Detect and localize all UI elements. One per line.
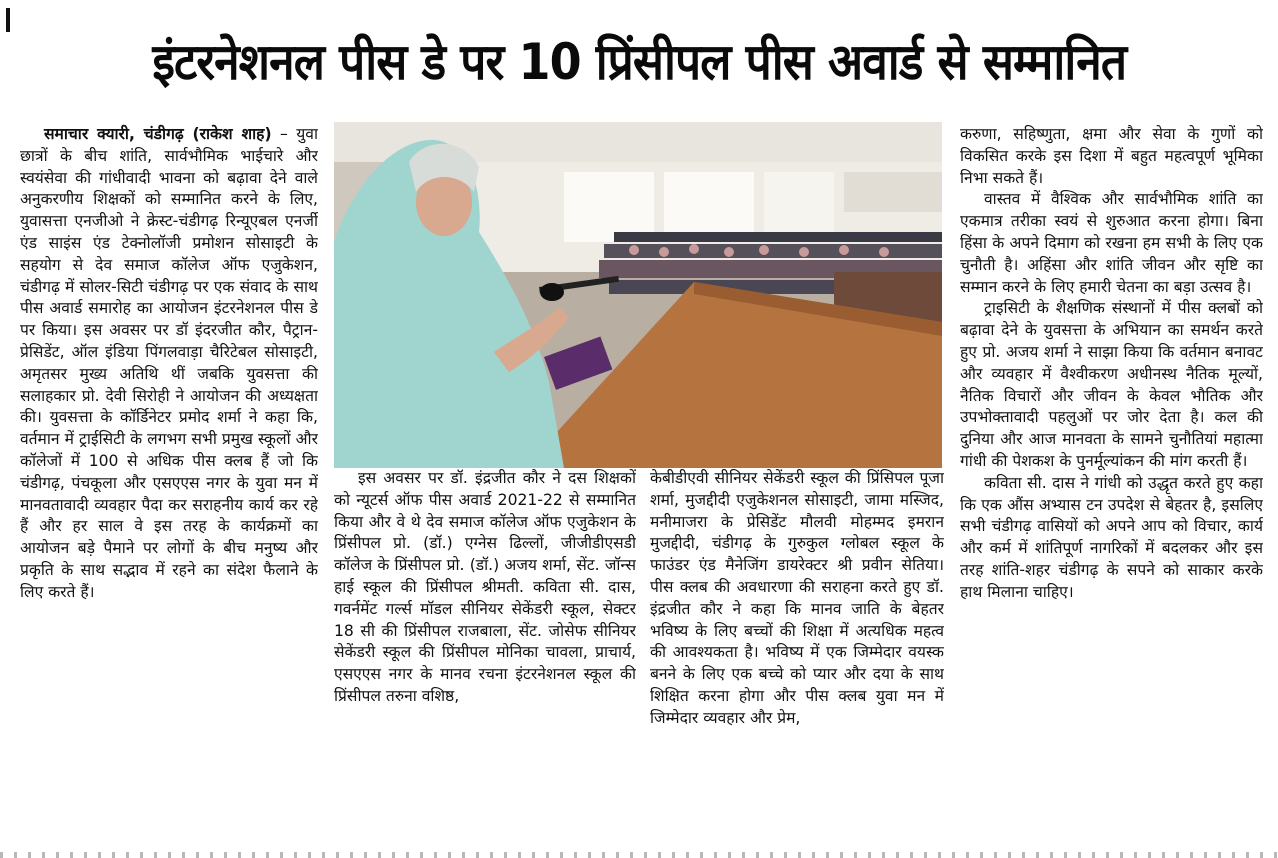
event-photo-icon: [334, 122, 942, 468]
article-paragraph: करुणा, सहिष्णुता, क्षमा और सेवा के गुणों को विकसित करके इस दिशा में बहुत महत्वपूर्ण भूमिका निभा सकते हैं।: [960, 125, 1263, 187]
article-paragraph: [20, 124, 318, 604]
article-paragraph: ट्राइसिटी के शैक्षणिक संस्थानों में पीस क्लबों को बढ़ावा देने के युवसत्ता के अभियान का समर्थन करते हुए प्रो. अजय शर्मा ने साझा किया कि वर्तमान बनावट और व्यवहार में वैश्वीकरण अधीनस्थ नैतिक मूल्यों, नैतिक विचारों और जीवन के केवल भौतिक और उपभोक्तावादी पहलुओं पर जोर देता है। कल की दुनिया और आज मानवता के सामने चुनौतियां महात्मा गांधी की पेशकश के पुनर्मूल्यांकन की मांग करती हैं।: [960, 299, 1263, 470]
article-paragraph: इस अवसर पर डॉ. इंद्रजीत कौर ने दस शिक्षकों को न्यूटर्स ऑफ पीस अवार्ड 2021-22 से सम्मानित किया और वे थे देव समाज कॉलेज ऑफ एजुकेशन के प्रिंसीपल प्रो. (डॉ.) एग्नेस ढिल्लों, जीजीडीएसडी कॉलेज के प्रिंसीपल प्रो. (डॉ.) अजय शर्मा, सेंट. जॉन्स हाई स्कूल की प्रिंसीपल श्रीमती. कविता सी. दास, गवर्नमेंट गर्ल्स मॉडल सीनियर सेकेंडरी स्कूल, सेक्टर 18 सी की प्रिंसीपल राजबाला, सेंट. जोसेफ सीनियर सेकेंडरी स्कूल की प्रिंसीपल मोनिका चावला, प्राचार्य, एसएएस नगर के मानव रचना इंटरनेशनल स्कूल की प्रिंसीपल तरुना वशिष्ठ,: [334, 469, 636, 705]
headline-container: [0, 0, 1278, 120]
article-paragraph: कविता सी. दास ने गांधी को उद्धृत करते हुए कहा कि एक औंस अभ्यास टन उपदेश से बेहतर है, इसलिए सभी चंडीगढ़ वासियों को अपने आप को विचार, कार्य और कर्म में शांतिपूर्ण नागरिकों में बदलकर और इस तरह शांति-शहर चंडीगढ़ के सपने को साकार करके हाथ मिलाना चाहिए।: [960, 473, 1263, 601]
event-photo: [334, 122, 942, 468]
lead-text: – युवा छात्रों के बीच शांति, सार्वभौमिक भाईचारे और स्वयंसेवा की गांधीवादी भावना को बढ़ावा देने वाले अनुकरणीय शिक्षकों को सम्मानित करने के लिए, युवासत्ता एनजीओ ने क्रेस्ट-चंडीगढ़ रिन्यूएबल एनर्जी एंड साइंस एंड टेक्नोलॉजी प्रमोशन सोसाइटी के सहयोग से देव समाज कॉलेज ऑफ एजुकेशन, चंडीगढ़ में सोलर-सिटी चंडीगढ़ पर एक संवाद के साथ पीस अवार्ड समारोह का आयोजन इंटरनेशनल पीस डे पर किया। इस अवसर पर डॉ इंदरजीत कौर, पैट्रान-प्रेसिडेंट, ऑल इंडिया पिंगलवाड़ा चैरिटेबल सोसाइटी, अमृतसर मुख्य अतिथि थीं जबकि युवसत्ता की सलाहकार प्रो. देवी सिरोही ने आयोजन की अध्यक्षता की। युवसत्ता के कॉर्डिनेटर प्रमोद शर्मा ने कहा कि, वर्तमान में ट्राईसिटी के लगभग सभी प्रमुख स्कूलों और कॉलेजों में 100 से अधिक पीस क्लब हैं जो कि चंडीगढ़, पंचकूला और एसएएस नगर के युवा मन में मानवतावादी व्यवहार पैदा कर सराहनीय कार्य कर रहे हैं और हर साल वे इस तरह के कार्यक्रमों का आयोजन बड़े पैमाने पर लोगों के बीच मनुष्य और प्रकृति के साथ सद्भाव में रहने का संदेश फैलाने के लिए करते हैं।: [20, 125, 318, 601]
headline: इंटरनेशनल पीस डे पर 10 प्रिंसीपल पीस अवार्ड से सम्मानित: [152, 33, 1126, 91]
byline: समाचार क्यारी, चंडीगढ़ (राकेश शाह): [44, 125, 272, 143]
article-column-3: [650, 468, 944, 850]
next-article-edge: [0, 852, 1278, 858]
article-paragraph: वास्तव में वैश्विक और सार्वभौमिक शांति का एकमात्र तरीका स्वयं से शुरुआत करना होगा। बिना हिंसा के अपने दिमाग को रखना हम सभी के लिए एक चुनौती है। अहिंसा और शांति जीवन और सृष्टि का सम्मान करने के लिए हमारी चेतना का बड़ा उत्सव है।: [960, 190, 1263, 296]
article-paragraph: केबीडीएवी सीनियर सेकेंडरी स्कूल की प्रिंसिपल पूजा शर्मा, मुजद्दीदी एजुकेशनल सोसाइटी, जामा मस्जिद, मनीमाजरा के प्रेसिडेंट मौलवी मोहम्मद इमरान मुजद्दीदी, चंडीगढ़ के गुरुकुल ग्लोबल स्कूल के फाउंडर एंड मैनेजिंग डायरेक्टर श्री प्रवीन सेतिया। पीस क्लब की अवधारणा की सराहना करते हुए डॉ. इंद्रजीत कौर ने कहा कि मानव जाति के बेहतर भविष्य के लिए बच्चों की शिक्षा में अत्यधिक महत्व की आवश्यकता है। भविष्य में एक जिम्मेदार वयस्क बनने के लिए एक बच्चे को प्यार और दया के साथ शिक्षित करना होगा और पीस क्लब युवा मन में जिम्मेदार व्यवहार और प्रेम,: [650, 469, 944, 727]
article-column-1: [20, 124, 318, 850]
article-column-4: [960, 124, 1263, 850]
article-column-2: [334, 468, 636, 850]
